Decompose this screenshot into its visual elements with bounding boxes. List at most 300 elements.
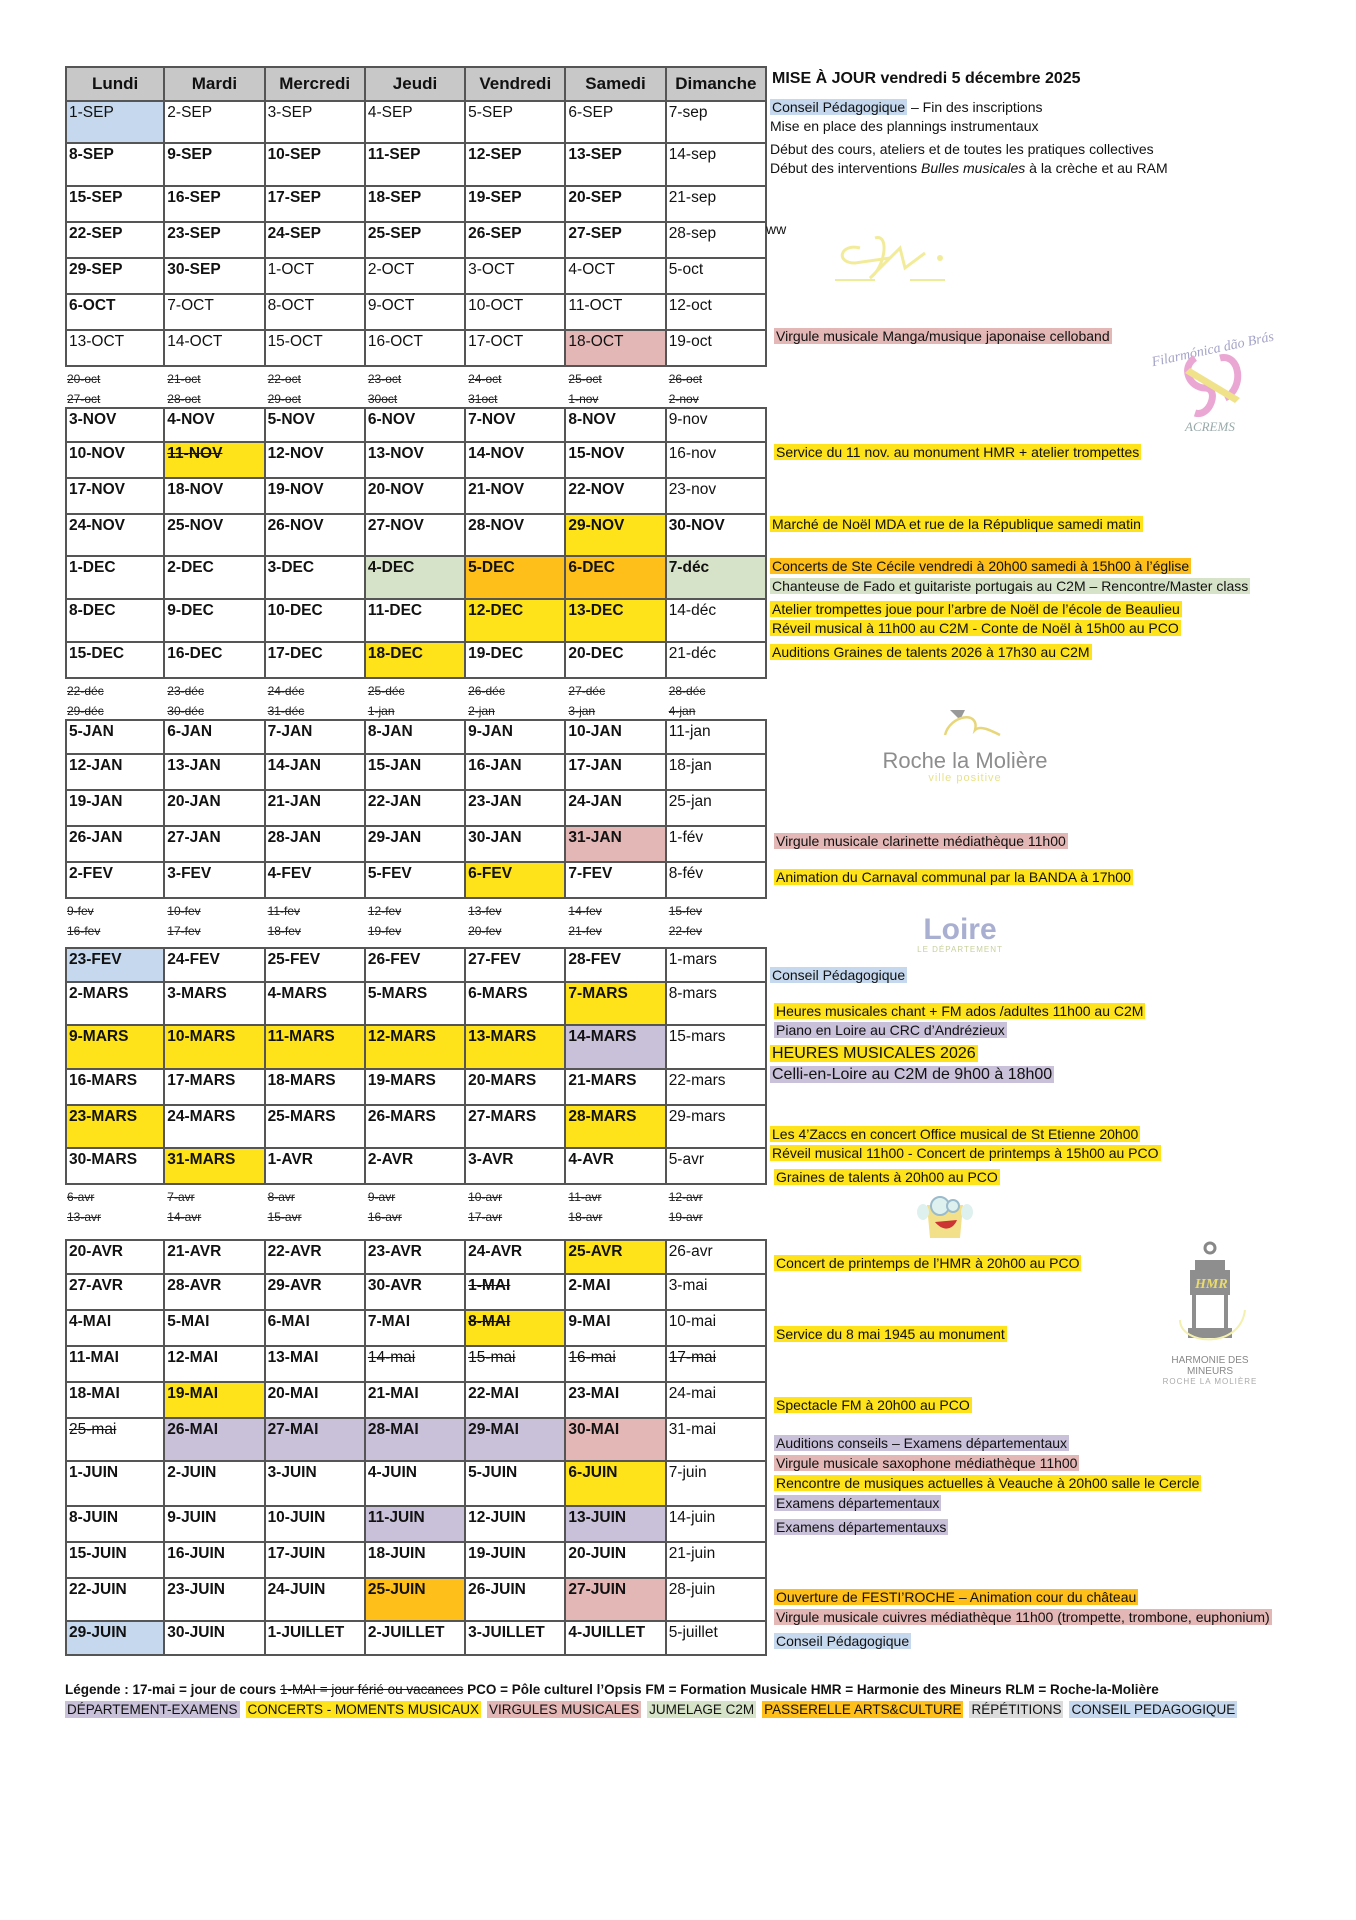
event-text: Piano en Loire au CRC d’Andrézieux xyxy=(776,1022,1005,1038)
event-text: Rencontre de musiques actuelles à Veauche à 20h00 salle le Cercle xyxy=(776,1475,1200,1491)
vacation-day: 23-déc xyxy=(167,684,204,698)
day-cell: 14-déc xyxy=(667,600,767,641)
week-row xyxy=(65,144,767,187)
day-cell: 17-DEC xyxy=(266,643,366,677)
event-text: à la crèche et au RAM xyxy=(1025,160,1168,176)
week-row xyxy=(65,983,767,1026)
event-text: Marché de Noël MDA et rue de la République samedi matin xyxy=(772,516,1141,532)
vacation-day: 29-déc xyxy=(67,704,104,718)
svg-text:ACREMS: ACREMS xyxy=(1185,419,1235,434)
day-cell: 28-juin xyxy=(667,1579,767,1620)
day-cell: 28-AVR xyxy=(165,1275,265,1309)
day-cell: 20-NOV xyxy=(366,479,466,513)
day-cell: 4-DEC xyxy=(366,557,466,598)
vacation-week-row xyxy=(65,679,767,699)
day-cell: 4-NOV xyxy=(165,409,265,441)
day-cell: 31-JAN xyxy=(566,827,666,861)
event-text: Service du 11 nov. au monument HMR + atelier trompettes xyxy=(776,444,1140,460)
vacation-week-row xyxy=(65,699,767,719)
week-row xyxy=(65,1507,767,1543)
day-cell: 7-MARS xyxy=(566,983,666,1024)
legend-category: VIRGULES MUSICALES xyxy=(489,1702,640,1717)
vacation-day: 18-fev xyxy=(267,924,301,938)
day-cell: 22-MAI xyxy=(466,1383,566,1417)
event-text: Virgule musicale cuivres médiathèque 11h00 (trompette, trombone, euphonium) xyxy=(776,1609,1270,1625)
day-cell: 24-JUIN xyxy=(266,1579,366,1620)
day-cell: 7-sep xyxy=(667,102,767,142)
week-row xyxy=(65,1275,767,1311)
vacation-day: 27-oct xyxy=(67,392,101,406)
vacation-day: 1-jan xyxy=(367,704,395,718)
day-cell: 17-NOV xyxy=(65,479,165,513)
week-row xyxy=(65,1070,767,1106)
day-cell: 18-jan xyxy=(667,755,767,789)
day-cell: 19-JAN xyxy=(65,791,165,825)
day-cell: 10-mai xyxy=(667,1311,767,1345)
day-cell: 12-MAI xyxy=(165,1347,265,1381)
day-cell: 5-avr xyxy=(667,1149,767,1183)
day-cell: 26-NOV xyxy=(266,515,366,555)
day-cell: 14-OCT xyxy=(165,331,265,365)
day-cell: 24-JAN xyxy=(566,791,666,825)
day-cell: 4-JUIN xyxy=(366,1462,466,1505)
event-text: Mise en place des plannings instrumentaux xyxy=(770,118,1039,134)
day-cell: 18-SEP xyxy=(366,187,466,221)
day-cell: 29-AVR xyxy=(266,1275,366,1309)
event-note xyxy=(770,1044,978,1063)
day-cell: 5-JAN xyxy=(65,721,165,753)
day-cell: 4-SEP xyxy=(366,102,466,142)
day-cell: 10-NOV xyxy=(65,443,165,477)
day-cell: 23-FEV xyxy=(65,949,165,981)
vacation-day: 24-oct xyxy=(468,372,502,386)
week-row xyxy=(65,102,767,144)
weekday-header-row xyxy=(65,66,767,102)
legend-category: JUMELAGE C2M xyxy=(649,1702,755,1717)
day-cell: 13-JUIN xyxy=(566,1507,666,1541)
day-cell: 11-NOV xyxy=(165,443,265,477)
day-cell: 16-MARS xyxy=(65,1070,165,1104)
day-cell: 20-AVR xyxy=(65,1241,165,1273)
day-cell: 19-MAI xyxy=(165,1383,265,1417)
row-spacer xyxy=(65,939,767,947)
day-cell: 21-JAN xyxy=(266,791,366,825)
event-note xyxy=(770,557,1191,575)
day-cell: 16-JAN xyxy=(466,755,566,789)
week-row xyxy=(65,1239,767,1275)
day-cell: 6-NOV xyxy=(366,409,466,441)
day-cell: 15-mai xyxy=(466,1347,566,1381)
day-cell: 23-SEP xyxy=(165,223,265,257)
vacation-day: 9-avr xyxy=(367,1190,396,1204)
day-cell: 19-oct xyxy=(667,331,767,365)
legend-category: DÉPARTEMENT-EXAMENS xyxy=(67,1702,238,1717)
day-cell: 6-OCT xyxy=(65,295,165,329)
day-cell: 5-NOV xyxy=(266,409,366,441)
day-cell: 20-MARS xyxy=(466,1070,566,1104)
event-text: Début des interventions xyxy=(770,160,921,176)
day-cell: 7-déc xyxy=(667,557,767,598)
week-row xyxy=(65,1347,767,1383)
event-text: Virgule musicale Manga/musique japonaise celloband xyxy=(776,328,1110,344)
day-cell: 10-DEC xyxy=(266,600,366,641)
week-row xyxy=(65,479,767,515)
day-cell: 2-JUIN xyxy=(165,1462,265,1505)
event-note xyxy=(770,117,1039,135)
day-cell: 15-JAN xyxy=(366,755,466,789)
day-cell: 5-MAI xyxy=(165,1311,265,1345)
weekday-header-samedi: Samedi xyxy=(566,68,666,100)
day-cell: 11-jan xyxy=(667,721,767,753)
event-text: Atelier trompettes joue pour l’arbre de Noël de l’école de Beaulieu xyxy=(772,601,1180,617)
vacation-day: 15-fev xyxy=(668,904,703,918)
day-cell: 25-JUIN xyxy=(366,1579,466,1620)
legend-category: CONSEIL PEDAGOGIQUE xyxy=(1071,1702,1236,1717)
day-cell: 12-JUIN xyxy=(466,1507,566,1541)
day-cell: 13-DEC xyxy=(566,600,666,641)
day-cell: 21-MAI xyxy=(366,1383,466,1417)
legend-category: PASSERELLE ARTS&CULTURE xyxy=(764,1702,962,1717)
day-cell: 17-MARS xyxy=(165,1070,265,1104)
vacation-day: 14-avr xyxy=(167,1210,202,1224)
day-cell: 22-JUIN xyxy=(65,1579,165,1620)
day-cell: 24-FEV xyxy=(165,949,265,981)
day-cell: 20-JUIN xyxy=(566,1543,666,1577)
day-cell: 1-mars xyxy=(667,949,767,981)
day-cell: 9-MAI xyxy=(566,1311,666,1345)
week-row xyxy=(65,259,767,295)
day-cell: 29-MAI xyxy=(466,1419,566,1460)
event-text: Conseil Pédagogique xyxy=(776,1633,910,1649)
day-cell: 23-MARS xyxy=(65,1106,165,1147)
day-cell: 22-JAN xyxy=(366,791,466,825)
day-cell: 16-nov xyxy=(667,443,767,477)
day-cell: 2-MARS xyxy=(65,983,165,1024)
day-cell: 7-NOV xyxy=(466,409,566,441)
svg-text:Filarmónica dão Brás: Filarmónica dão Brás xyxy=(1150,329,1276,371)
day-cell: 7-juin xyxy=(667,1462,767,1505)
c2m-logo xyxy=(830,228,970,288)
vacation-day: 13-avr xyxy=(67,1210,102,1224)
day-cell: 4-JUILLET xyxy=(566,1622,666,1654)
event-note xyxy=(774,1396,972,1414)
day-cell: 1-fév xyxy=(667,827,767,861)
vacation-day: 21-oct xyxy=(167,372,201,386)
day-cell: 28-JAN xyxy=(266,827,366,861)
vacation-day: 18-avr xyxy=(568,1210,603,1224)
day-cell: 4-AVR xyxy=(566,1149,666,1183)
day-cell: 10-JUIN xyxy=(266,1507,366,1541)
vacation-day: 12-fev xyxy=(367,904,402,918)
day-cell: 8-mars xyxy=(667,983,767,1024)
day-cell: 23-JUIN xyxy=(165,1579,265,1620)
loire-subtitle: LE DÉPARTEMENT xyxy=(917,945,1003,954)
day-cell: 29-JUIN xyxy=(65,1622,165,1654)
day-cell: 25-AVR xyxy=(566,1241,666,1273)
event-note xyxy=(774,1168,1000,1186)
roche-la-moliere-logo xyxy=(880,705,1050,795)
miner-lamp-icon xyxy=(1170,1240,1250,1350)
event-text: Spectacle FM à 20h00 au PCO xyxy=(776,1397,970,1413)
vacation-day: 30-déc xyxy=(167,704,204,718)
week-row xyxy=(65,600,767,643)
day-cell: 9-OCT xyxy=(366,295,466,329)
vacation-day: 20-oct xyxy=(67,372,101,386)
filarmonica-acrems-logo xyxy=(1140,328,1290,438)
day-cell: 8-MAI xyxy=(466,1311,566,1345)
day-cell: 1-SEP xyxy=(65,102,165,142)
day-cell: 19-SEP xyxy=(466,187,566,221)
day-cell: 21-AVR xyxy=(165,1241,265,1273)
weekday-header-mercredi: Mercredi xyxy=(266,68,366,100)
day-cell: 30-JAN xyxy=(466,827,566,861)
event-text: Auditions Graines de talents 2026 à 17h30 au C2M xyxy=(772,644,1090,660)
loire-title: Loire xyxy=(923,913,997,946)
day-cell: 8-OCT xyxy=(266,295,366,329)
day-cell: 27-SEP xyxy=(566,223,666,257)
day-cell: 27-NOV xyxy=(366,515,466,555)
vacation-day: 3-jan xyxy=(568,704,596,718)
week-row xyxy=(65,1579,767,1622)
day-cell: 13-OCT xyxy=(65,331,165,365)
vacation-day: 17-avr xyxy=(468,1210,503,1224)
day-cell: 27-AVR xyxy=(65,1275,165,1309)
day-cell: 11-DEC xyxy=(366,600,466,641)
event-text: Réveil musical 11h00 - Concert de printemps à 15h00 au PCO xyxy=(772,1145,1159,1161)
day-cell: 5-JUIN xyxy=(466,1462,566,1505)
day-cell: 13-MAI xyxy=(266,1347,366,1381)
vacation-day: 21-fev xyxy=(568,924,602,938)
week-row xyxy=(65,863,767,899)
vacation-day: 29-oct xyxy=(267,392,301,406)
vacation-day: 4-jan xyxy=(668,704,696,718)
week-row xyxy=(65,443,767,479)
event-note xyxy=(774,1494,941,1512)
day-cell: 1-OCT xyxy=(266,259,366,293)
day-cell: 18-JUIN xyxy=(366,1543,466,1577)
vacation-day: 13-fev xyxy=(468,904,502,918)
day-cell: 9-MARS xyxy=(65,1026,165,1068)
vacation-day: 15-avr xyxy=(267,1210,302,1224)
day-cell: 16-SEP xyxy=(165,187,265,221)
week-row xyxy=(65,1106,767,1149)
vacation-week-row xyxy=(65,1205,767,1225)
roche-title: Roche la Molière xyxy=(882,748,1048,773)
day-cell: 26-FEV xyxy=(366,949,466,981)
day-cell: 14-NOV xyxy=(466,443,566,477)
day-cell: 3-JUIN xyxy=(266,1462,366,1505)
day-cell: 16-DEC xyxy=(165,643,265,677)
legend-category: CONCERTS - MOMENTS MUSICAUX xyxy=(247,1702,480,1717)
hmr-title: HARMONIE DES MINEURS xyxy=(1171,1355,1249,1377)
day-cell: 3-mai xyxy=(667,1275,767,1309)
c2m-logo-icon xyxy=(830,228,970,288)
vacation-day: 26-déc xyxy=(468,684,505,698)
day-cell: 4-MAI xyxy=(65,1311,165,1345)
week-row xyxy=(65,1419,767,1462)
day-cell: 19-JUIN xyxy=(466,1543,566,1577)
event-note xyxy=(770,1065,1054,1084)
day-cell: 6-JAN xyxy=(165,721,265,753)
day-cell: 7-OCT xyxy=(165,295,265,329)
vacation-day: 20-fev xyxy=(468,924,502,938)
day-cell: 1-DEC xyxy=(65,557,165,598)
day-cell: 16-JUIN xyxy=(165,1543,265,1577)
event-note xyxy=(770,1125,1140,1143)
loire-departement-logo xyxy=(900,915,1020,954)
event-text: Heures musicales chant + FM ados /adultes 11h00 au C2M xyxy=(776,1003,1144,1019)
hmr-subtitle: ROCHE LA MOLIÈRE xyxy=(1162,1377,1258,1386)
day-cell: 8-NOV xyxy=(566,409,666,441)
event-text: Virgule musicale clarinette médiathèque 11h00 xyxy=(776,833,1066,849)
event-note xyxy=(770,577,1250,595)
day-cell: 9-JUIN xyxy=(165,1507,265,1541)
vacation-day: 27-déc xyxy=(568,684,606,698)
day-cell: 7-MAI xyxy=(366,1311,466,1345)
day-cell: 9-DEC xyxy=(165,600,265,641)
day-cell: 19-DEC xyxy=(466,643,566,677)
event-text: – Fin des inscriptions xyxy=(907,99,1043,115)
weekday-header-lundi: Lundi xyxy=(65,68,165,100)
day-cell: 18-NOV xyxy=(165,479,265,513)
vacation-day: 26-oct xyxy=(668,372,703,386)
event-note xyxy=(770,643,1092,661)
day-cell: 2-OCT xyxy=(366,259,466,293)
week-row xyxy=(65,187,767,223)
vacation-day: 16-avr xyxy=(367,1210,402,1224)
event-text: Concert de printemps de l’HMR à 20h00 au PCO xyxy=(776,1255,1080,1271)
day-cell: 13-MARS xyxy=(466,1026,566,1068)
day-cell: 10-MARS xyxy=(165,1026,265,1068)
event-text: Graines de talents à 20h00 au PCO xyxy=(776,1169,998,1185)
smiling-mascot-icon xyxy=(915,1190,975,1240)
day-cell: 13-NOV xyxy=(366,443,466,477)
day-cell: 15-mars xyxy=(667,1026,767,1068)
day-cell: 1-JUIN xyxy=(65,1462,165,1505)
day-cell: 6-MAI xyxy=(266,1311,366,1345)
event-text: Auditions conseils – Examens départementaux xyxy=(776,1435,1068,1451)
vacation-day: 28-déc xyxy=(668,684,706,698)
day-cell: 6-JUIN xyxy=(566,1462,666,1505)
event-note xyxy=(770,966,907,984)
event-note xyxy=(774,1325,1007,1343)
vacation-day: 28-oct xyxy=(167,392,201,406)
week-row xyxy=(65,643,767,679)
event-note xyxy=(774,1632,911,1650)
vacation-day: 25-déc xyxy=(367,684,405,698)
day-cell: 4-MARS xyxy=(266,983,366,1024)
day-cell: 11-OCT xyxy=(566,295,666,329)
day-cell: 21-NOV xyxy=(466,479,566,513)
day-cell: 5-FEV xyxy=(366,863,466,897)
day-cell: 30-MAI xyxy=(566,1419,666,1460)
day-cell: 15-JUIN xyxy=(65,1543,165,1577)
day-cell: 29-SEP xyxy=(65,259,165,293)
day-cell: 24-AVR xyxy=(466,1241,566,1273)
day-cell: 12-NOV xyxy=(266,443,366,477)
vacation-day: 7-avr xyxy=(167,1190,195,1204)
event-note xyxy=(774,1474,1201,1492)
day-cell: 2-FEV xyxy=(65,863,165,897)
day-cell: 22-mars xyxy=(667,1070,767,1104)
day-cell: 22-AVR xyxy=(266,1241,366,1273)
day-cell: 21-déc xyxy=(667,643,767,677)
legend-abbrev: PCO = Pôle culturel l’Opsis FM = Formation Musicale HMR = Harmonie des Mineurs RLM = Roche-la-Molière xyxy=(463,1682,1159,1697)
day-cell: 8-JUIN xyxy=(65,1507,165,1541)
event-note xyxy=(774,1434,1069,1452)
day-cell: 30-AVR xyxy=(366,1275,466,1309)
day-cell: 16-OCT xyxy=(366,331,466,365)
day-cell: 8-fév xyxy=(667,863,767,897)
day-cell: 19-MARS xyxy=(366,1070,466,1104)
trumpet-logo-icon xyxy=(1140,328,1290,438)
vacation-day: 6-avr xyxy=(67,1190,95,1204)
day-cell: 5-MARS xyxy=(366,983,466,1024)
vacation-day: 12-avr xyxy=(668,1190,703,1204)
event-text: Bulles musicales xyxy=(920,160,1026,176)
vacation-day: 17-fev xyxy=(167,924,201,938)
week-row xyxy=(65,827,767,863)
week-row xyxy=(65,755,767,791)
event-text: ww xyxy=(766,221,787,237)
day-cell: 1-JUILLET xyxy=(266,1622,366,1654)
week-row xyxy=(65,791,767,827)
mascot-logo xyxy=(915,1190,975,1240)
day-cell: 1-MAI xyxy=(466,1275,566,1309)
day-cell: 28-sep xyxy=(667,223,767,257)
day-cell: 17-OCT xyxy=(466,331,566,365)
day-cell: 21-MARS xyxy=(566,1070,666,1104)
day-cell: 13-JAN xyxy=(165,755,265,789)
vacation-day: 2-nov xyxy=(668,392,699,406)
vacation-day: 10-fev xyxy=(167,904,201,918)
day-cell: 17-JAN xyxy=(566,755,666,789)
week-row xyxy=(65,515,767,557)
day-cell: 23-MAI xyxy=(566,1383,666,1417)
event-text: Chanteuse de Fado et guitariste portugais au C2M – Rencontre/Master class xyxy=(772,578,1249,594)
day-cell: 15-SEP xyxy=(65,187,165,221)
day-cell: 5-oct xyxy=(667,259,767,293)
day-cell: 23-JAN xyxy=(466,791,566,825)
vacation-day: 19-fev xyxy=(367,924,402,938)
vacation-day: 11-avr xyxy=(568,1190,602,1204)
event-text: Virgule musicale saxophone médiathèque 11h00 xyxy=(776,1455,1078,1471)
day-cell: 5-DEC xyxy=(466,557,566,598)
day-cell: 3-MARS xyxy=(165,983,265,1024)
day-cell: 26-JUIN xyxy=(466,1579,566,1620)
update-title: MISE À JOUR vendredi 5 décembre 2025 xyxy=(772,70,1081,87)
legend-category: RÉPÉTITIONS xyxy=(971,1702,1062,1717)
harmonie-des-mineurs-logo xyxy=(1150,1240,1270,1386)
event-note xyxy=(770,98,1043,116)
day-cell: 2-SEP xyxy=(165,102,265,142)
vacation-day: 23-oct xyxy=(367,372,402,386)
day-cell: 25-FEV xyxy=(266,949,366,981)
week-row xyxy=(65,1383,767,1419)
event-text: Examens départementaux xyxy=(776,1495,940,1511)
day-cell: 27-FEV xyxy=(466,949,566,981)
day-cell: 3-SEP xyxy=(266,102,366,142)
day-cell: 28-FEV xyxy=(566,949,666,981)
vacation-week-row xyxy=(65,919,767,939)
weekday-header-mardi: Mardi xyxy=(165,68,265,100)
vacation-day: 10-avr xyxy=(468,1190,503,1204)
day-cell: 5-juillet xyxy=(667,1622,767,1654)
day-cell: 13-SEP xyxy=(566,144,666,185)
day-cell: 22-SEP xyxy=(65,223,165,257)
vacation-week-row xyxy=(65,1185,767,1205)
vacation-day: 2-jan xyxy=(468,704,495,718)
